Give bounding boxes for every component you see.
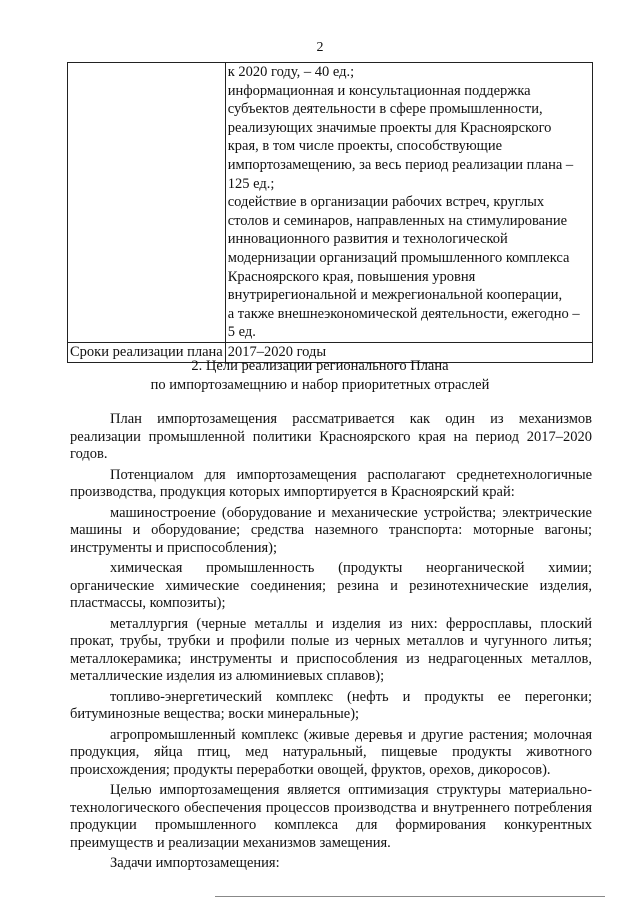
cell-line: информационная и консультационная поддержка <box>227 82 531 99</box>
paragraph: топливо-энергетический комплекс (нефть и продукты ее перегонки; битуминозные вещества; воски минеральные); <box>70 688 592 722</box>
cell-line: к 2020 году, – 40 ед.; <box>227 64 355 80</box>
cell-line: импортозамещению, за весь период реализации плана – <box>227 156 574 173</box>
cell-line: а также внешнеэкономической деятельности, ежегодно – <box>227 305 580 322</box>
table-value-cell <box>225 63 592 343</box>
paragraph: Задачи импортозамещения: <box>110 855 280 871</box>
cell-line: края, в том числе проекты, способствующие <box>227 138 503 155</box>
body-text <box>70 411 592 876</box>
section-title-line: по импортозамещнию и набор приоритетных отраслей <box>150 377 490 393</box>
plan-passport-table <box>67 62 593 363</box>
cell-line: инновационного развития и технологической <box>227 231 508 248</box>
page-number: 2 <box>316 40 324 55</box>
paragraph: Целью импортозамещения является оптимизация структуры материально-технологического обеспечения процессов производства и внутреннего потребления продукции промышленного комплекса для формирования конкурентных преимуществ и реализации механизмов замещения. <box>70 782 592 851</box>
cell-line: Красноярского края, повышения уровня <box>227 268 476 285</box>
cell-line: модернизации организаций промышленного комплекса <box>227 249 570 266</box>
section-heading <box>0 357 640 395</box>
cell-line: реализующих значимые проекты для Красноярского <box>227 119 552 136</box>
cell-line: субъектов деятельности в сфере промышленности, <box>227 101 543 118</box>
section-title-line: 2. Цели реализации регионального Плана <box>191 358 449 374</box>
paragraph: План импортозамещения рассматривается как один из механизмов реализации промышленной политики Красноярского края на период 2017–2020 годов. <box>70 411 592 462</box>
cell-line: 5 ед. <box>227 324 256 341</box>
bottom-rule <box>215 896 605 897</box>
cell-line: содействие в организации рабочих встреч, круглых <box>227 194 545 211</box>
cell-line: столов и семинаров, направленных на стимулирование <box>227 212 568 229</box>
paragraph: машиностроение (оборудование и механические устройства; электрические машины и оборудование; средства наземного транспорта: моторные вагоны; инструменты и приспособления); <box>70 504 592 556</box>
paragraph: металлургия (черные металлы и изделия из них: ферросплавы, плоский прокат, трубы, трубки и профили полые из черных металлов и чугунного литья; металлокерамика; инструменты и приспособления из недрагоценных металлов, металлические изделия из алюминиевых сплавов); <box>70 615 592 684</box>
paragraph: химическая промышленность (продукты неорганической химии; органические химические соединения; резина и резинотехнические изделия, пластмассы, композиты); <box>70 560 592 611</box>
paragraph: агропромышленный комплекс (живые деревья и другие растения; молочная продукция, яйца птиц, мед натуральный, пищевые продукты животного происхождения; продукты переработки овощей, фруктов, орехов, дикоросов). <box>70 726 592 778</box>
cell-line: внутрирегиональной и межрегиональной кооперации, <box>227 287 563 304</box>
cell-line: 2017–2020 годы <box>227 343 327 360</box>
cell-line: 125 ед.; <box>227 175 275 192</box>
table-row <box>68 63 593 343</box>
table-label-cell <box>68 63 226 343</box>
table-label-cell: Сроки реализации плана <box>68 342 226 362</box>
paragraph: Потенциалом для импортозамещения располагают среднетехнологичные производства, продукция которых импортируется в Красноярский край: <box>70 466 592 500</box>
